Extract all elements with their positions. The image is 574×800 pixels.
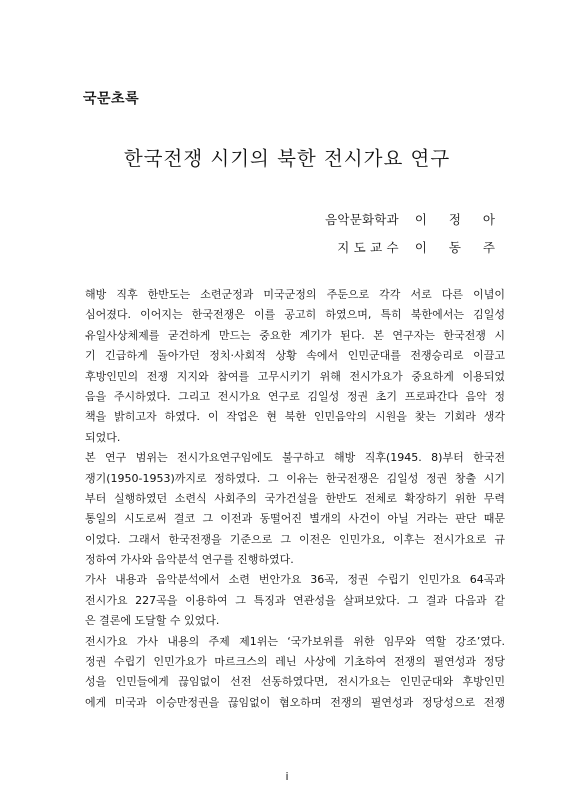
abstract-line: 심어졌다. 이어지는 한국전쟁은 이를 공고히 하였으며, 특히 북한에서는 김일성	[85, 308, 505, 322]
page-number: i	[285, 770, 289, 783]
abstract-line: 에게 미국과 이승만정권을 끊임없이 혐오하며 전쟁의 필연성과 정당성으로 전쟁	[85, 695, 505, 709]
abstract-line: 후방인민의 전쟁 지지와 참여를 고무시키기 위해 전시가요가 중요하게 이용되었	[85, 369, 505, 383]
advisor-row	[325, 234, 504, 262]
abstract-line: 본 연구 범위는 전시가요연구임에도 불구하고 해방 직후(1945. 8)부터 한국전	[85, 451, 505, 465]
abstract-line: 정하여 가사와 음악분석 연구를 진행하였다.	[85, 553, 294, 567]
abstract-line: 유일사상체제를 굳건하게 만드는 중요한 계기가 된다. 본 연구자는 한국전쟁 시	[85, 328, 505, 342]
abstract-line: 책을 밝히고자 하였다. 이 작업은 현 북한 인민음악의 시원을 찾는 기회라 생각	[85, 410, 505, 424]
author-block	[325, 206, 504, 262]
department-label: 음악문화학과	[325, 212, 399, 227]
abstract-line: 통일의 시도로써 결코 그 이전과 동떨어진 별개의 사건이 아닐 거라는 판단 때문	[85, 512, 505, 526]
abstract-line: 전시가요 가사 내용의 주제 제1위는 ‘국가보위를 위한 임무와 역할 강조’였다.	[85, 634, 505, 648]
abstract-line: 정권 수립기 인민가요가 마르크스의 레닌 사상에 기초하여 전쟁의 필연성과 정당	[85, 655, 505, 669]
author-name: 이 정 아	[414, 212, 504, 227]
abstract-line: 해방 직후 한반도는 소련군정과 미국군정의 주둔으로 각각 서로 다른 이념이	[85, 288, 505, 301]
advisor-label: 지 도 교 수	[337, 240, 399, 255]
abstract-line: 쟁기(1950-1953)까지로 정하였다. 그 이유는 한국전쟁은 김일성 정권 창출 시기	[85, 471, 505, 485]
abstract-line: 음을 주시하였다. 그리고 전시가요 연구로 김일성 정권 초기 프로파간다 음악 정	[85, 389, 505, 403]
document-title: 한국전쟁 시기의 북한 전시가요 연구	[123, 147, 451, 170]
advisor-name: 이 동 주	[414, 240, 504, 255]
abstract-line: 기 긴급하게 돌아가던 정치·사회적 상황 속에서 인민군대를 전쟁승리로 이끌고	[85, 349, 505, 363]
abstract-line: 가사 내용과 음악분석에서 소련 번안가요 36곡, 정권 수립기 인민가요 64곡과	[85, 573, 505, 587]
section-heading: 국문초록	[83, 91, 140, 107]
author-row	[325, 206, 504, 234]
abstract-line: 전시가요 227곡을 이용하여 그 특징과 연관성을 살펴보았다. 그 결과 다음과 같	[85, 593, 505, 607]
abstract-body	[85, 285, 505, 713]
abstract-line: 성을 인민들에게 끊임없이 선전 선동하였다면, 전시가요는 인민군대와 후방인민	[85, 675, 505, 689]
abstract-line: 이었다. 그래서 한국전쟁을 기준으로 그 이전은 인민가요, 이후는 전시가요로 규	[85, 532, 505, 546]
abstract-line: 은 결론에 도달할 수 있었다.	[85, 614, 220, 628]
abstract-line: 되었다.	[85, 430, 121, 444]
abstract-line: 부터 실행하였던 소련식 사회주의 국가건설을 한반도 전체로 확장하기 위한 무력	[85, 491, 505, 505]
